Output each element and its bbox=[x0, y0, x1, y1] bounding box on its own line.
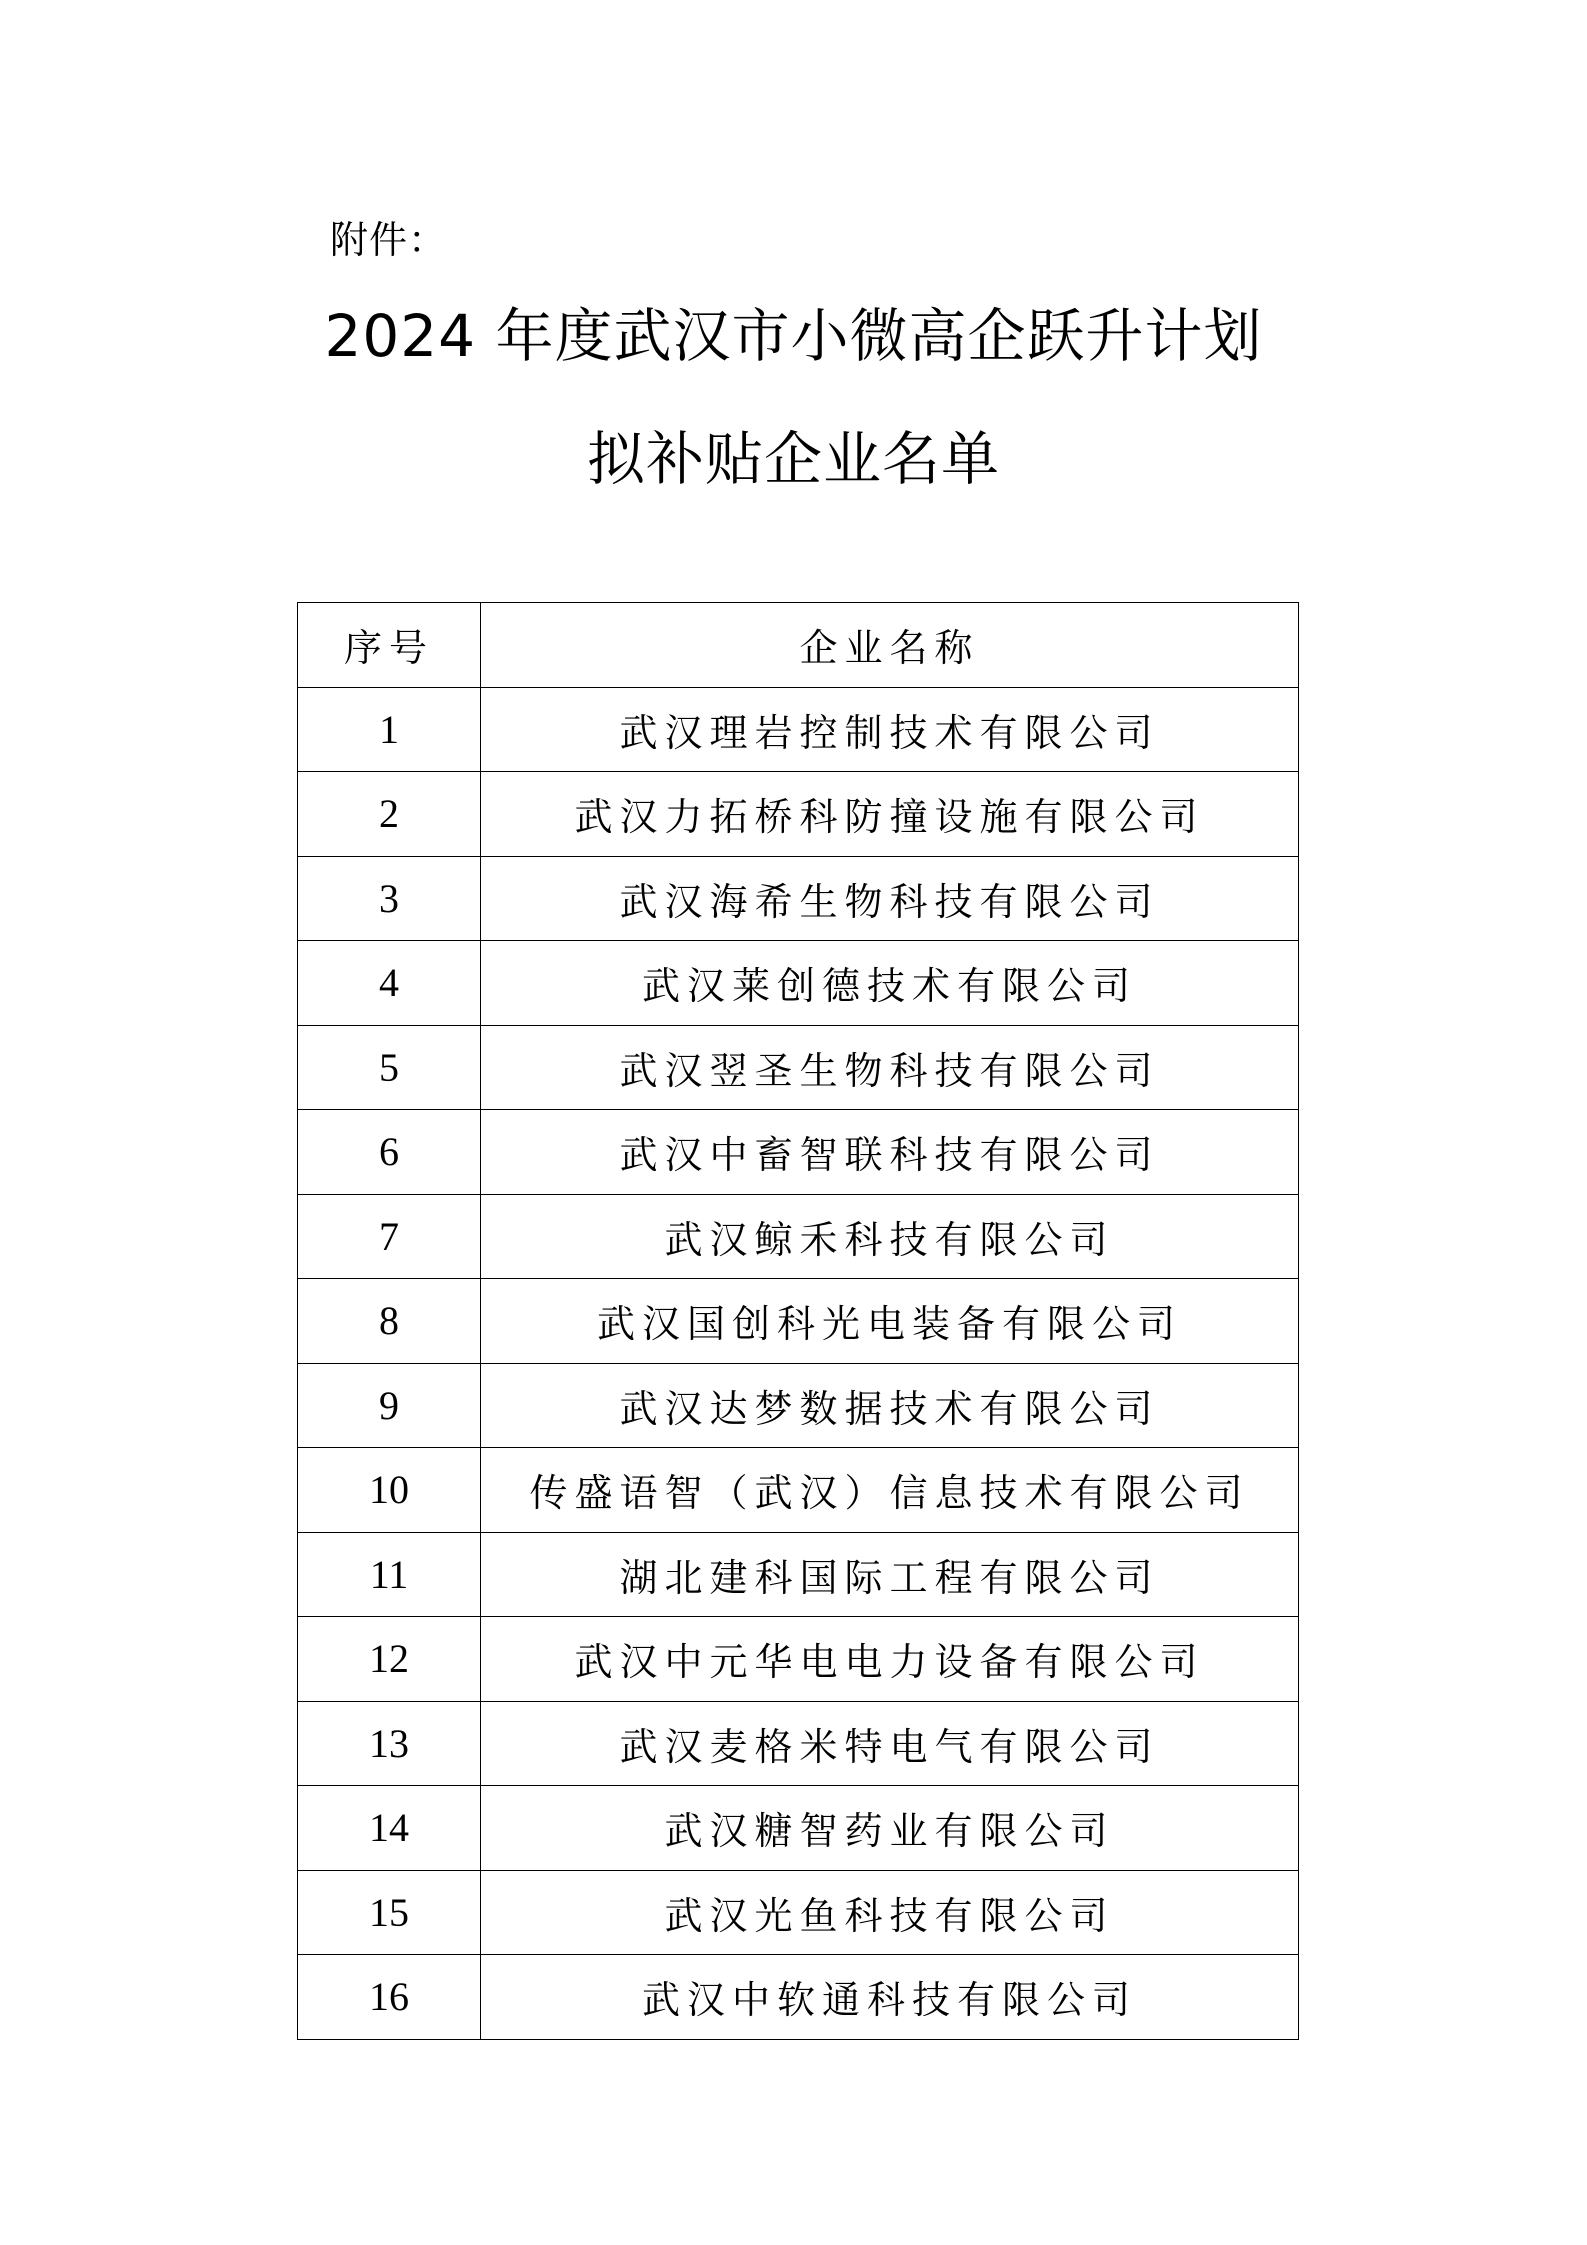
table-body bbox=[298, 687, 1299, 2039]
row-seq: 13 bbox=[298, 1701, 481, 1786]
table-row bbox=[298, 1870, 1299, 1955]
row-seq: 2 bbox=[298, 772, 481, 857]
row-seq: 11 bbox=[298, 1532, 481, 1617]
row-seq: 16 bbox=[298, 1955, 481, 2040]
table-row bbox=[298, 1532, 1299, 1617]
row-company-name: 武汉国创科光电装备有限公司 bbox=[481, 1279, 1299, 1364]
row-company-name: 武汉中元华电电力设备有限公司 bbox=[481, 1617, 1299, 1702]
row-company-name: 武汉理岩控制技术有限公司 bbox=[481, 687, 1299, 772]
row-company-name: 武汉翌圣生物科技有限公司 bbox=[481, 1025, 1299, 1110]
table-row bbox=[298, 687, 1299, 772]
table-row bbox=[298, 856, 1299, 941]
row-company-name: 传盛语智（武汉）信息技术有限公司 bbox=[481, 1448, 1299, 1533]
table-row bbox=[298, 1110, 1299, 1195]
row-company-name: 武汉中软通科技有限公司 bbox=[481, 1955, 1299, 2040]
table-row bbox=[298, 1955, 1299, 2040]
row-seq: 7 bbox=[298, 1194, 481, 1279]
row-seq: 4 bbox=[298, 941, 481, 1026]
row-seq: 3 bbox=[298, 856, 481, 941]
row-seq: 10 bbox=[298, 1448, 481, 1533]
row-seq: 1 bbox=[298, 687, 481, 772]
row-company-name: 武汉达梦数据技术有限公司 bbox=[481, 1363, 1299, 1448]
row-seq: 5 bbox=[298, 1025, 481, 1110]
table-row bbox=[298, 1786, 1299, 1871]
row-company-name: 武汉光鱼科技有限公司 bbox=[481, 1870, 1299, 1955]
table-row bbox=[298, 1363, 1299, 1448]
row-company-name: 武汉鲸禾科技有限公司 bbox=[481, 1194, 1299, 1279]
row-seq: 14 bbox=[298, 1786, 481, 1871]
row-company-name: 湖北建科国际工程有限公司 bbox=[481, 1532, 1299, 1617]
table-row bbox=[298, 772, 1299, 857]
table-row bbox=[298, 1701, 1299, 1786]
row-company-name: 武汉中畜智联科技有限公司 bbox=[481, 1110, 1299, 1195]
attachment-label: 附件： bbox=[330, 218, 448, 262]
document-title-line-2: 拟补贴企业名单 bbox=[586, 425, 1000, 493]
company-list-table bbox=[297, 602, 1299, 2040]
row-company-name: 武汉糖智药业有限公司 bbox=[481, 1786, 1299, 1871]
row-company-name: 武汉麦格米特电气有限公司 bbox=[481, 1701, 1299, 1786]
table-row bbox=[298, 1617, 1299, 1702]
header-seq: 序号 bbox=[298, 603, 481, 688]
row-seq: 8 bbox=[298, 1279, 481, 1364]
table-row bbox=[298, 1448, 1299, 1533]
row-seq: 12 bbox=[298, 1617, 481, 1702]
row-seq: 15 bbox=[298, 1870, 481, 1955]
table-row bbox=[298, 1279, 1299, 1364]
table-row bbox=[298, 1194, 1299, 1279]
table-header-row bbox=[298, 603, 1299, 688]
table-row bbox=[298, 1025, 1299, 1110]
document-title-line-1: 2024 年度武汉市小微高企跃升计划 bbox=[324, 302, 1263, 370]
row-company-name: 武汉莱创德技术有限公司 bbox=[481, 941, 1299, 1026]
table-row bbox=[298, 941, 1299, 1026]
row-company-name: 武汉力拓桥科防撞设施有限公司 bbox=[481, 772, 1299, 857]
row-seq: 6 bbox=[298, 1110, 481, 1195]
row-seq: 9 bbox=[298, 1363, 481, 1448]
row-company-name: 武汉海希生物科技有限公司 bbox=[481, 856, 1299, 941]
header-company-name: 企业名称 bbox=[481, 603, 1299, 688]
